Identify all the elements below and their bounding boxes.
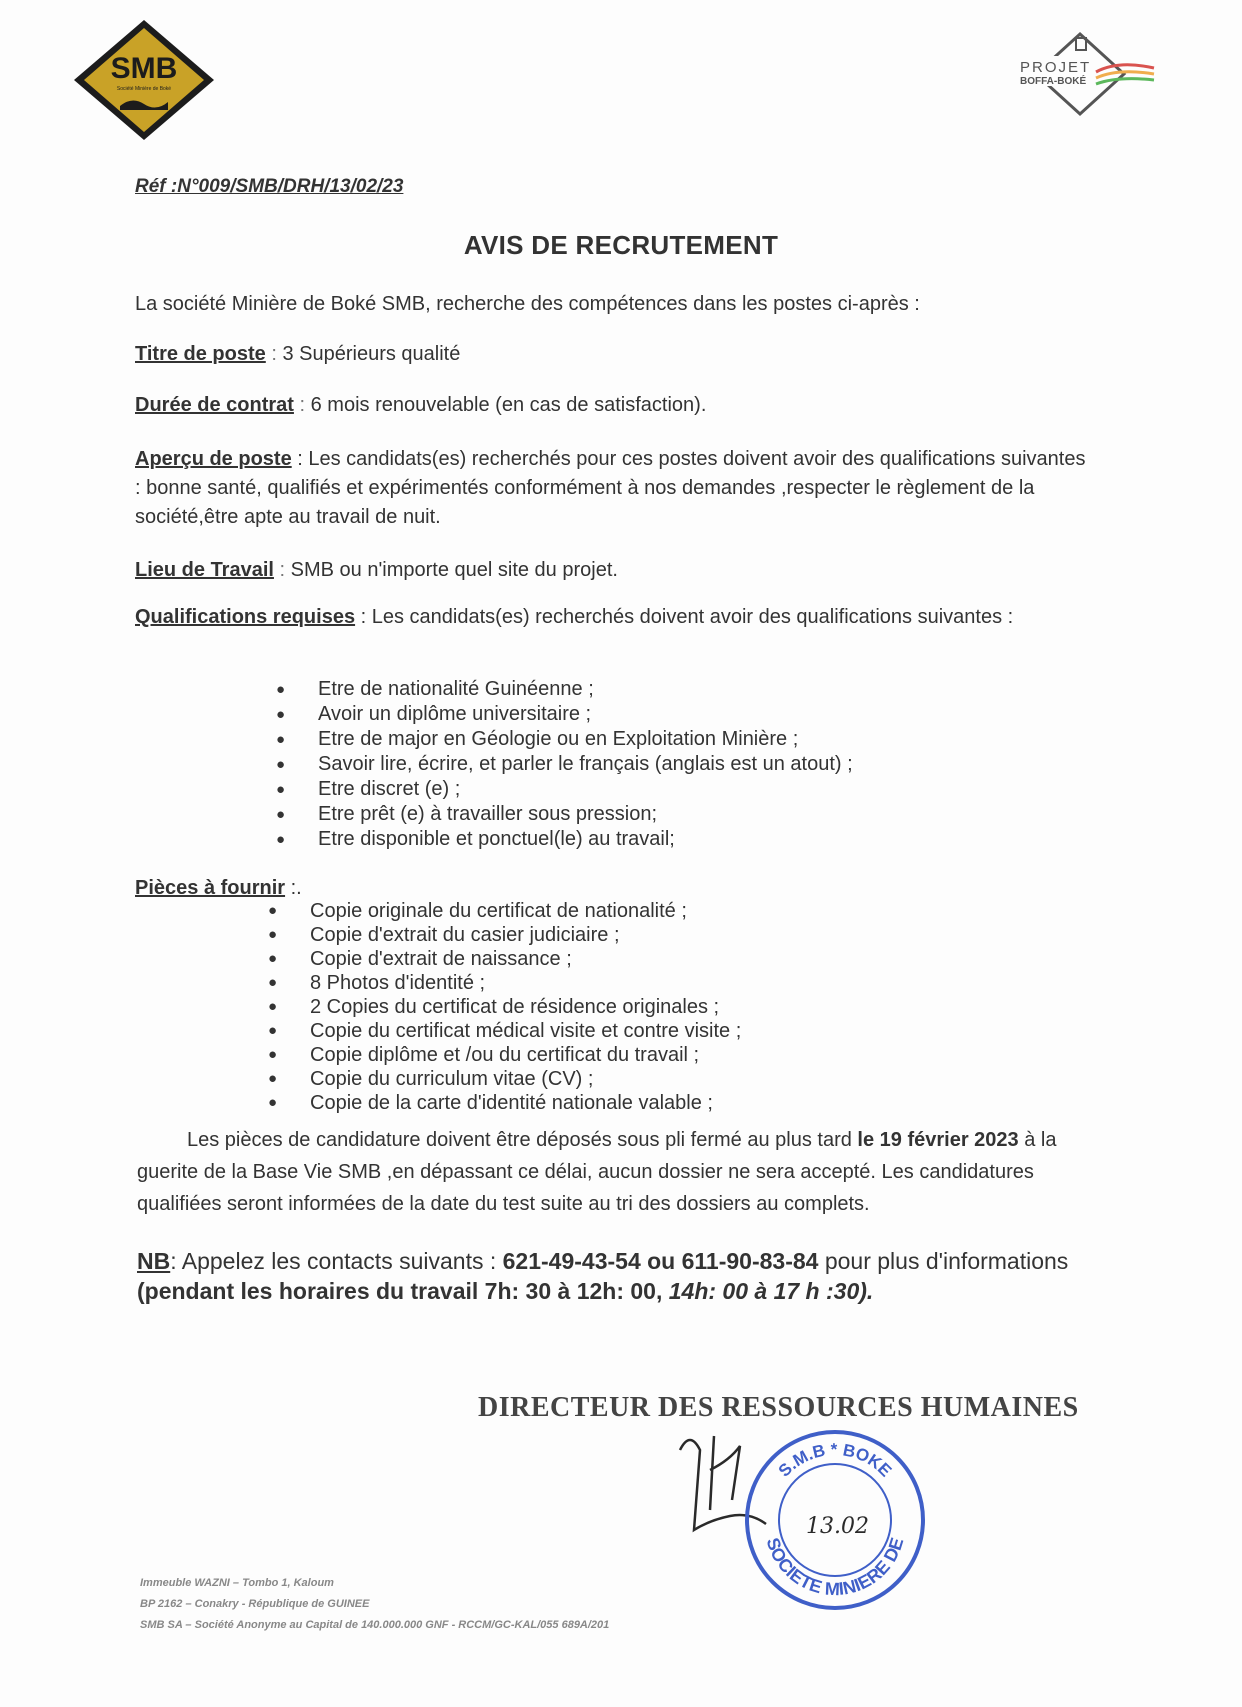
footer-line: BP 2162 – Conakry - République de GUINEE: [140, 1598, 370, 1610]
list-item: ● Etre disponible et ponctuel(le) au travail;: [276, 828, 675, 850]
bullet-icon: ●: [276, 681, 286, 698]
contact-phones: 621-49-43-54 ou 611-90-83-84: [502, 1248, 819, 1274]
svg-text:S.M.B * BOKE: S.M.B * BOKE: [774, 1439, 896, 1481]
workplace-value: SMB ou n'importe quel site du projet.: [290, 559, 618, 581]
projet-logo-line1: PROJET: [1020, 59, 1092, 76]
projet-boffa-boke-logo: [1000, 28, 1156, 120]
bullet-icon: ●: [268, 998, 278, 1015]
projet-logo-line2: BOFFA-BOKÉ: [1020, 76, 1087, 87]
bullet-icon: ●: [276, 781, 286, 798]
contract-value: 6 mois renouvelable (en cas de satisfaction).: [310, 394, 707, 416]
intro-text: La société Minière de Boké SMB, recherche des compétences dans les postes ci-après :: [135, 293, 920, 315]
qualifications-list: [276, 677, 853, 852]
signatory-title: DIRECTEUR DES RESSOURCES HUMAINES: [478, 1392, 1079, 1423]
bullet-icon: ●: [268, 902, 278, 919]
list-item: ● Copie diplôme et /ou du certificat du travail ;: [268, 1044, 700, 1066]
workplace-label: Lieu de Travail: [135, 559, 274, 581]
contract-label: Durée de contrat: [135, 394, 294, 416]
list-item: ● Etre de nationalité Guinéenne ;: [276, 678, 594, 700]
nb-label: NB: [137, 1248, 171, 1274]
company-stamp: [740, 1425, 930, 1615]
bullet-icon: ●: [268, 1022, 278, 1039]
list-item: ● Copie de la carte d'identité nationale valable ;: [268, 1092, 713, 1114]
list-item: ● 2 Copies du certificat de résidence originales ;: [268, 996, 720, 1018]
list-item: ● Avoir un diplôme universitaire ;: [276, 703, 592, 725]
bullet-icon: ●: [276, 706, 286, 723]
working-hours: (pendant les horaires du travail 7h: 30 à 12h: 00,: [137, 1278, 669, 1304]
bullet-icon: ●: [268, 1046, 278, 1063]
list-item: ● Etre de major en Géologie ou en Exploitation Minière ;: [276, 728, 799, 750]
footer-address: [140, 1573, 609, 1636]
page-title: AVIS DE RECRUTEMENT: [463, 230, 779, 260]
overview-value: Les candidats(es) recherchés pour ces postes doivent avoir des qualifications suivantes : bonne santé, qualifiés et expérimentés conformément à nos demandes ,respecter le règlement de la société,être apte au travail de nuit.: [135, 448, 1086, 528]
documents-label: Pièces à fournir: [135, 877, 286, 899]
list-item: ● Etre prêt (e) à travailler sous pression;: [276, 803, 658, 825]
bullet-icon: ●: [268, 950, 278, 967]
reference-number: Réf :N°009/SMB/DRH/13/02/23: [135, 176, 404, 197]
workplace-section: Lieu de Travail : SMB ou n'importe quel site du projet.: [135, 559, 618, 581]
smb-logo-text: SMB: [110, 52, 178, 85]
bullet-icon: ●: [276, 731, 286, 748]
list-item: ● Etre discret (e) ;: [276, 778, 461, 800]
stamp-date: 13.02: [806, 1514, 869, 1539]
contract-section: Durée de contrat : 6 mois renouvelable (en cas de satisfaction).: [135, 394, 707, 416]
list-item: ● Copie d'extrait de naissance ;: [268, 948, 572, 970]
documents-section: Pièces à fournir :.: [135, 877, 302, 899]
documents-list: [268, 899, 742, 1115]
list-item: ● 8 Photos d'identité ;: [268, 972, 486, 994]
bullet-icon: ●: [268, 1070, 278, 1087]
bullet-icon: ●: [276, 806, 286, 823]
smb-logo-subtext: Société Minière de Boké: [116, 86, 172, 92]
deadline-paragraph: Les pièces de candidature doivent être déposés sous pli fermé au plus tard le 19 février 2023 à la guerite de la Base Vie SMB ,en dépassant ce délai, aucun dossier ne sera accepté. Les candidatures qualifiées seront informées de la date du test suite au tri des dossiers au complets.: [137, 1129, 1057, 1215]
list-item: ● Copie du certificat médical visite et contre visite ;: [268, 1020, 742, 1042]
list-item: ● Copie d'extrait du casier judiciaire ;: [268, 924, 620, 946]
overview-section: Aperçu de poste : Les candidats(es) recherchés pour ces postes doivent avoir des qualifications suivantes : bonne santé, qualifiés et expérimentés conformément à nos demandes ,respecter le règlement de la société,être apte au travail de nuit.: [135, 448, 1086, 528]
list-item: ● Copie originale du certificat de nationalité ;: [268, 900, 687, 922]
deadline-date: le 19 février 2023: [857, 1129, 1019, 1151]
bullet-icon: ●: [276, 831, 286, 848]
svg-text:SOCIETE MINIERE DE: SOCIETE MINIERE DE: [762, 1535, 908, 1600]
qualifications-section: Qualifications requises : Les candidats(es) recherchés doivent avoir des qualifications suivantes :: [135, 606, 1014, 628]
nb-paragraph: NB: Appelez les contacts suivants : 621-49-43-54 ou 611-90-83-84 pour plus d'informations (pendant les horaires du travail 7h: 30 à 12h: 00, 14h: 00 à 17 h :30).: [137, 1248, 1069, 1304]
bullet-icon: ●: [268, 1094, 278, 1111]
overview-label: Aperçu de poste: [135, 448, 292, 470]
qualifications-value: Les candidats(es) recherchés doivent avoir des qualifications suivantes :: [371, 606, 1014, 628]
list-item: ● Savoir lire, écrire, et parler le français (anglais est un atout) ;: [276, 753, 853, 775]
job-title-value: 3 Supérieurs qualité: [282, 343, 461, 365]
list-item: ● Copie du curriculum vitae (CV) ;: [268, 1068, 594, 1090]
footer-line: Immeuble WAZNI – Tombo 1, Kaloum: [140, 1577, 334, 1589]
footer-line: SMB SA – Société Anonyme au Capital de 140.000.000 GNF - RCCM/GC-KAL/055 689A/201: [140, 1619, 610, 1631]
bullet-icon: ●: [268, 926, 278, 943]
bullet-icon: ●: [276, 756, 286, 773]
smb-logo: [72, 18, 216, 142]
bullet-icon: ●: [268, 974, 278, 991]
job-title-section: Titre de poste : 3 Supérieurs qualité: [135, 343, 461, 365]
qualifications-label: Qualifications requises: [135, 606, 356, 628]
job-title-label: Titre de poste: [135, 343, 266, 365]
